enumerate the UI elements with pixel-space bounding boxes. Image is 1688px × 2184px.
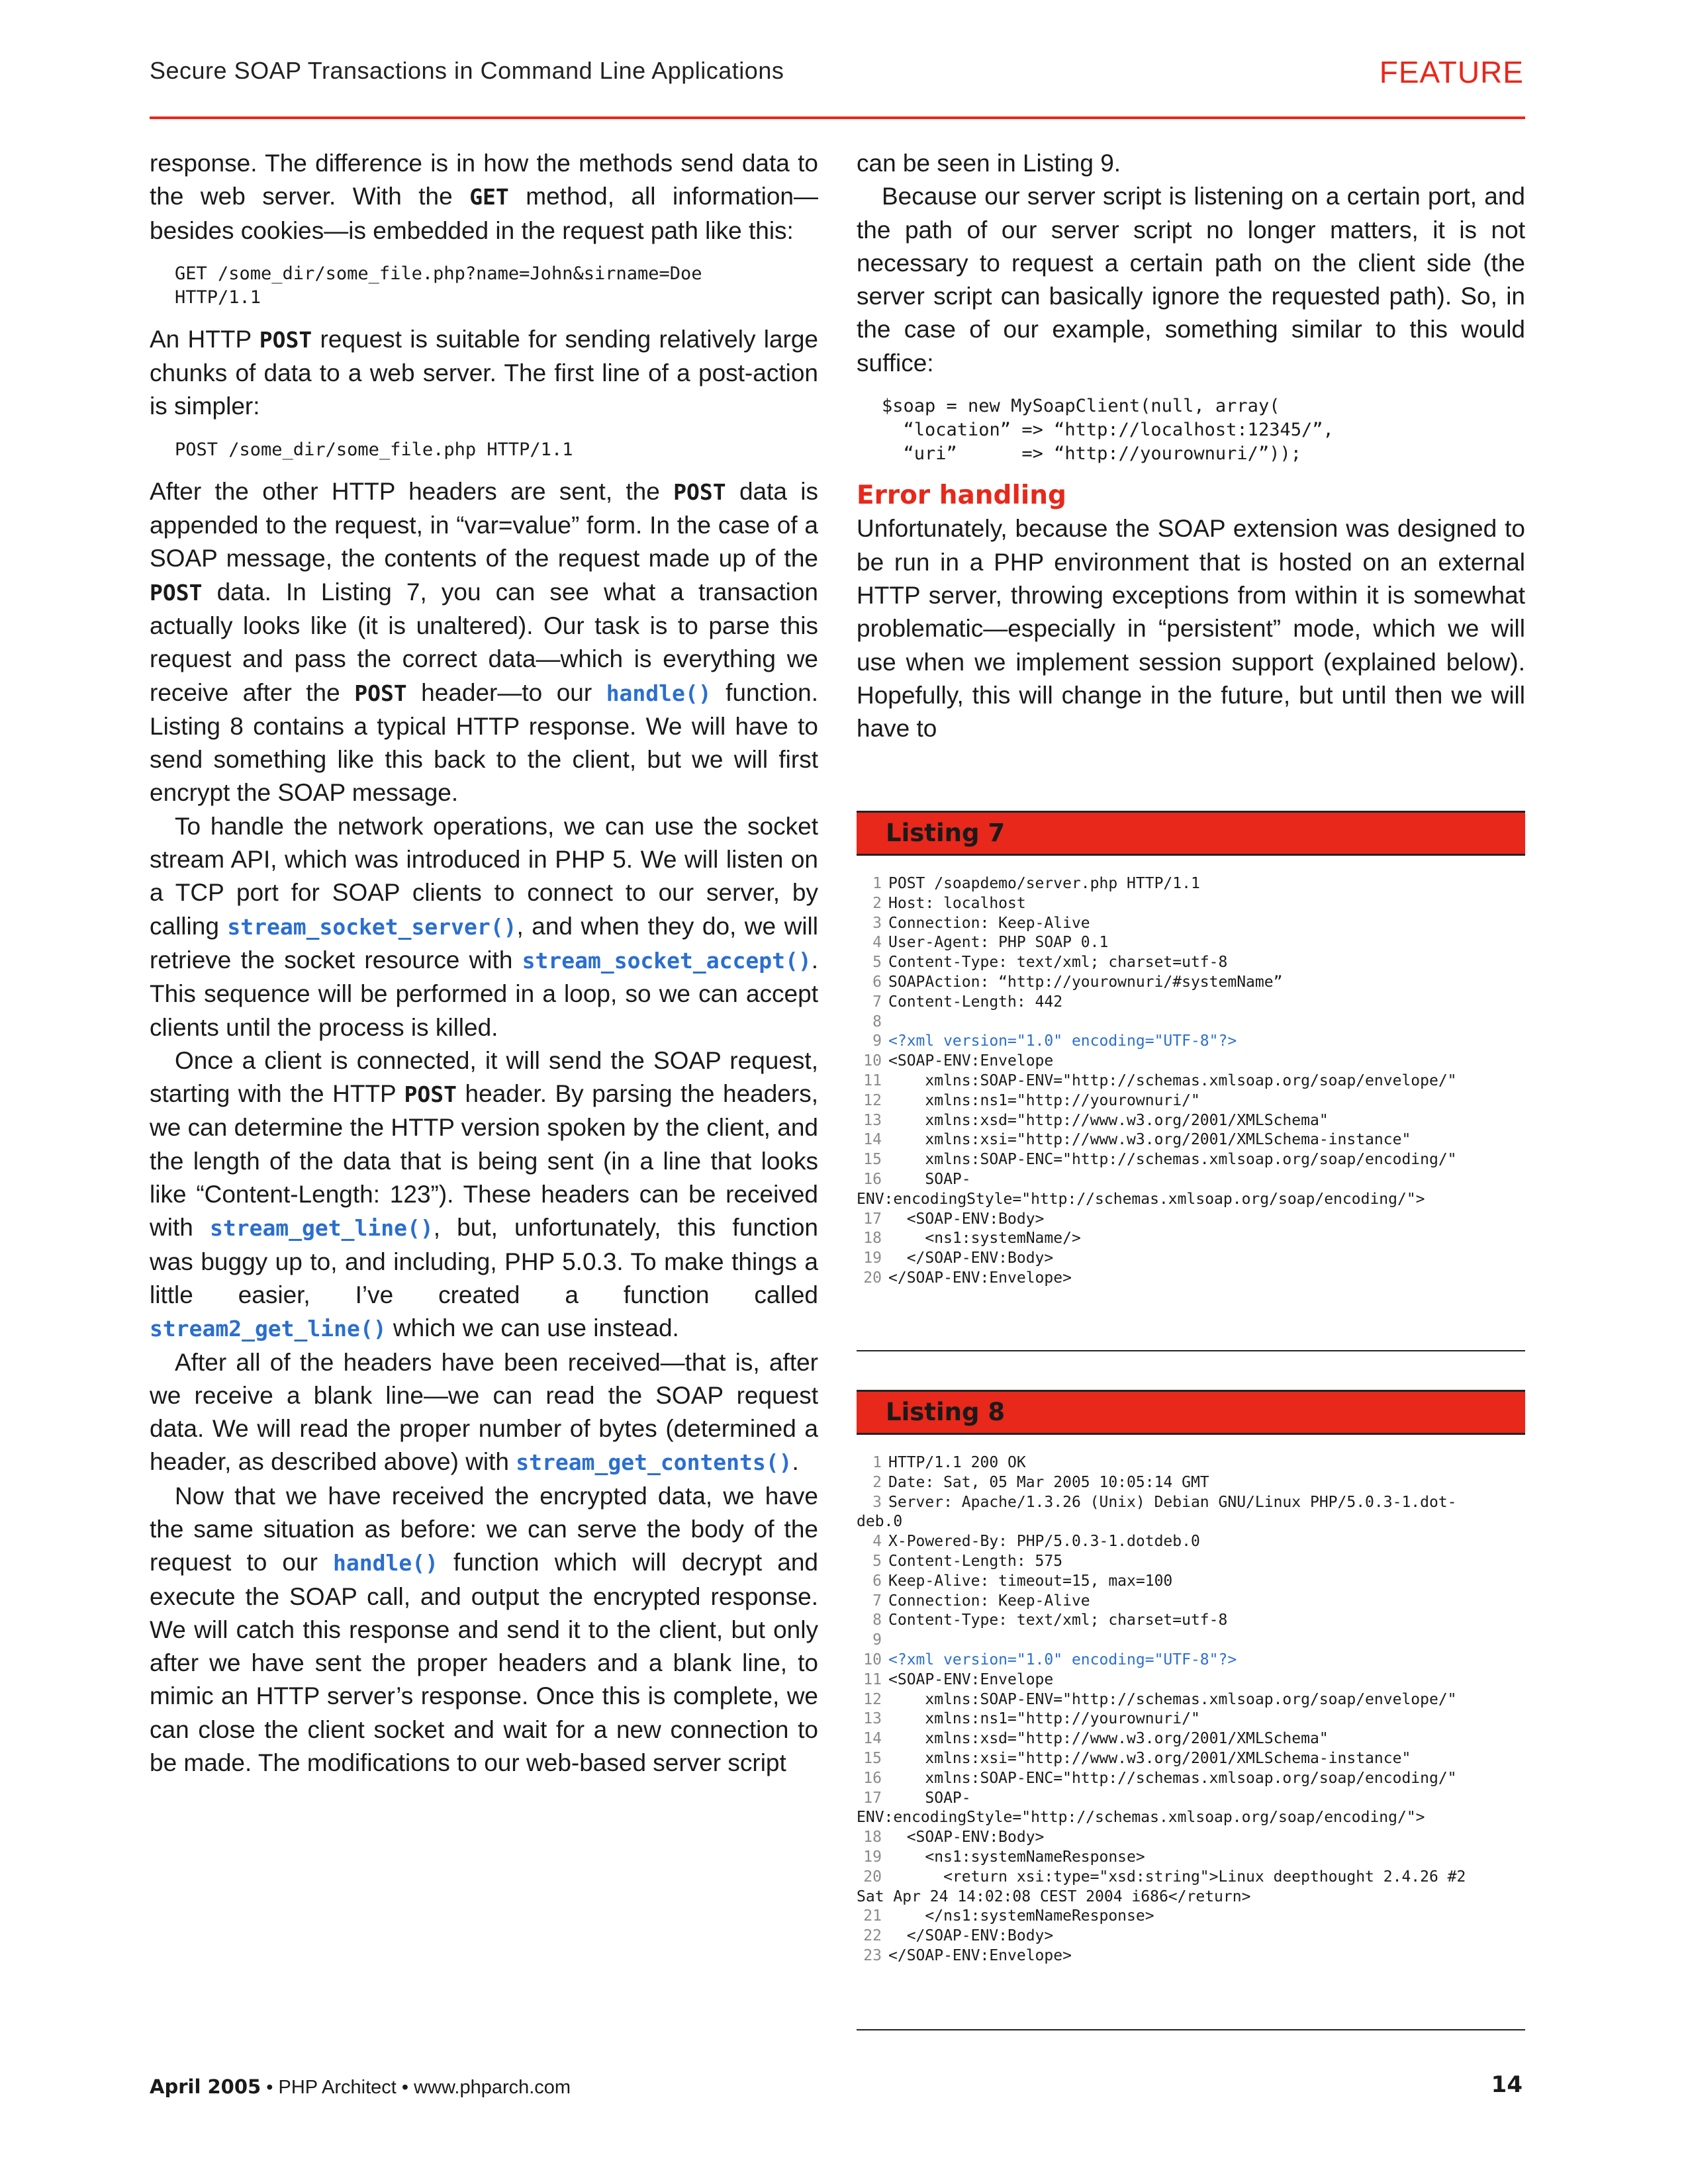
line-number: 17 (863, 1789, 882, 1807)
line-number: 3 (872, 914, 882, 932)
code-text: xmlns:xsi="http://www.w3.org/2001/XMLSchema-instance" (888, 1749, 1411, 1767)
line-number: 1 (872, 875, 882, 892)
line-number: 7 (872, 993, 882, 1011)
function-name: stream_socket_accept() (522, 947, 812, 974)
code-line (857, 953, 1525, 973)
code-text: <ns1:systemNameResponse> (888, 1848, 1145, 1866)
line-number: 20 (863, 1269, 882, 1287)
code-line (857, 1170, 1525, 1190)
line-number: 11 (863, 1071, 882, 1089)
code-line (857, 993, 1525, 1013)
function-name: stream_socket_server() (227, 913, 517, 940)
line-number: 12 (863, 1690, 882, 1708)
code-text: xmlns:SOAP-ENV="http://schemas.xmlsoap.org/soap/envelope/" (888, 1690, 1457, 1708)
code-snippet-get: GET /some_dir/some_file.php?name=John&sirname=Doe HTTP/1.1 (175, 263, 702, 308)
text-run: Now that we have received the encrypted data, we have the same situation as before: we can serve the body of the request to our (150, 1482, 818, 1576)
code-text: HTTP/1.1 200 OK (888, 1454, 1026, 1471)
line-number: 7 (872, 1592, 882, 1610)
text-run: method, all information—besides cookies—is embedded in the request path like this: (150, 183, 818, 244)
code-text: <?xml version="1.0" encoding="UTF-8"?> (888, 1651, 1237, 1668)
footer (150, 2075, 571, 2099)
footer-separator: • (396, 2077, 414, 2098)
line-number: 1 (872, 1454, 882, 1471)
code-text: Content-Length: 575 (888, 1552, 1063, 1570)
code-text: SOAP- (888, 1789, 971, 1807)
paragraph (150, 147, 818, 248)
code-text: </SOAP-ENV:Envelope> (888, 1269, 1072, 1287)
line-number: 10 (863, 1651, 882, 1668)
paragraph: can be seen in Listing 9. (857, 150, 1121, 177)
line-number: 9 (872, 1631, 882, 1649)
line-number: 19 (863, 1848, 882, 1866)
text-run: header. By parsing the headers, we can determine the HTTP version spoken by the client, and the length of the data that is being sent (in a line that looks like “Content-Length: 123”). These headers can be received with (150, 1080, 818, 1242)
code-line (857, 1651, 1525, 1670)
function-name: stream2_get_line() (150, 1316, 387, 1342)
code-line (857, 1611, 1525, 1631)
code-text: xmlns:SOAP-ENC="http://schemas.xmlsoap.org/soap/encoding/" (888, 1769, 1457, 1787)
listing-8 (857, 1390, 1525, 1966)
text-run: Once a client is connected, it will send the SOAP request, starting with the HTTP (150, 1046, 818, 1108)
listing-title: Listing 8 (886, 1398, 1006, 1426)
code-text: X-Powered-By: PHP/5.0.3-1.dotdeb.0 (888, 1533, 1200, 1551)
text-run: An HTTP (150, 325, 259, 353)
text-run: which we can use instead. (386, 1314, 679, 1342)
footer-url: www.phparch.com (414, 2077, 571, 2098)
text-run: function which will decrypt and execute the SOAP call, and output the encrypted response. We will catch this response and send it to the client, but only after we have sent the proper headers and a blank line, to mimic an HTTP server’s response. Once this is complete, we can close the client socket and wait for a new connection to be made. The modifications to our web-based server script (150, 1549, 818, 1777)
code-text: <?xml version="1.0" encoding="UTF-8"?> (888, 1032, 1237, 1050)
line-number: 11 (863, 1670, 882, 1688)
code-line (857, 1130, 1525, 1150)
code-line (857, 1552, 1525, 1572)
text-run: . (792, 1448, 799, 1476)
line-number: 20 (863, 1868, 882, 1886)
listing-bottom-rule (857, 1350, 1525, 1351)
code-text: xmlns:SOAP-ENC="http://schemas.xmlsoap.org/soap/encoding/" (888, 1151, 1457, 1169)
line-number: 3 (872, 1493, 882, 1511)
function-name: handle() (333, 1550, 438, 1576)
code-text: Server: Apache/1.3.26 (Unix) Debian GNU/Linux PHP/5.0.3-1.dot- (888, 1493, 1457, 1511)
code-line (857, 1210, 1525, 1230)
footer-magazine: PHP Architect (278, 2077, 397, 2098)
code-line (857, 1690, 1525, 1710)
code-text: xmlns:SOAP-ENV="http://schemas.xmlsoap.org/soap/envelope/" (888, 1071, 1457, 1089)
code-text: Content-Type: text/xml; charset=utf-8 (888, 1612, 1228, 1629)
code-text: Connection: Keep-Alive (888, 914, 1090, 932)
section-label: FEATURE (1379, 55, 1524, 89)
line-number: 8 (872, 1612, 882, 1629)
line-number: 6 (872, 1572, 882, 1590)
code-line (857, 894, 1525, 914)
code-line-continuation: ENV:encodingStyle="http://schemas.xmlsoap.org/soap/encoding/"> (857, 1190, 1425, 1208)
code-line (857, 1769, 1525, 1789)
code-text: </SOAP-ENV:Body> (888, 1250, 1054, 1267)
code-text: User-Agent: PHP SOAP 0.1 (888, 934, 1109, 952)
line-number: 14 (863, 1131, 882, 1149)
listing-title-bar (857, 813, 1525, 856)
code-text: <SOAP-ENV:Envelope (888, 1670, 1054, 1688)
http-keyword: POST (259, 326, 312, 353)
line-number: 17 (863, 1210, 882, 1228)
header-rule (150, 116, 1525, 119)
line-number: 6 (872, 973, 882, 991)
listing-code (857, 874, 1525, 1289)
code-line (857, 1670, 1525, 1690)
code-line (857, 1493, 1525, 1513)
code-text: xmlns:ns1="http://yourownuri/" (888, 1091, 1200, 1109)
footer-issue: April 2005 (150, 2075, 261, 2098)
code-text: <SOAP-ENV:Body> (888, 1210, 1045, 1228)
code-line (857, 1729, 1525, 1749)
code-line (857, 1269, 1525, 1289)
text-run: , and when they do, we will retrieve the socket resource with (150, 912, 818, 974)
code-line (857, 1907, 1525, 1927)
code-line (857, 1071, 1525, 1091)
line-number: 8 (872, 1013, 882, 1030)
paragraph (150, 1346, 818, 1480)
line-number: 18 (863, 1230, 882, 1248)
code-text: xmlns:xsd="http://www.w3.org/2001/XMLSchema" (888, 1111, 1329, 1129)
code-line (857, 914, 1525, 934)
code-text: <ns1:systemName/> (888, 1230, 1081, 1248)
code-text: Connection: Keep-Alive (888, 1592, 1090, 1610)
http-keyword: POST (404, 1081, 457, 1108)
paragraph (150, 1480, 818, 1780)
line-number: 14 (863, 1730, 882, 1748)
code-line (857, 1927, 1525, 1946)
code-text: <SOAP-ENV:Body> (888, 1829, 1045, 1846)
code-text: SOAPAction: “http://yourownuri/#systemName” (888, 973, 1283, 991)
text-run: To handle the network operations, we can use the socket stream API, which was introduced in PHP 5. We will listen on a TCP port for SOAP clients to connect to our server, by calling (150, 812, 818, 940)
line-number: 13 (863, 1710, 882, 1728)
paragraph (150, 475, 818, 810)
code-text: Date: Sat, 05 Mar 2005 10:05:14 GMT (888, 1473, 1209, 1491)
text-run: data is appended to the request, in “var=value” form. In the case of a SOAP message, the contents of the request made up of the (150, 477, 818, 572)
line-number: 2 (872, 1473, 882, 1491)
code-line (857, 933, 1525, 953)
code-line (857, 1249, 1525, 1269)
listing-code (857, 1453, 1525, 1966)
listing-bottom-rule (857, 2029, 1525, 2030)
code-text: Content-Length: 442 (888, 993, 1063, 1011)
code-line (857, 1453, 1525, 1473)
text-run: request is suitable for sending relatively large chunks of data to a web server. The first line of a post-action is simpler: (150, 325, 819, 420)
code-line (857, 1709, 1525, 1729)
line-number: 19 (863, 1250, 882, 1267)
code-line (857, 874, 1525, 894)
line-number: 10 (863, 1052, 882, 1070)
code-text: Host: localhost (888, 894, 1026, 912)
line-number: 18 (863, 1829, 882, 1846)
code-snippet-soapclient: $soap = new MySoapClient(null, array( “location” => “http://localhost:12345/”, “uri” => “http://yourownuri/”)); (882, 396, 1334, 465)
line-number: 2 (872, 894, 882, 912)
function-name: stream_get_contents() (516, 1449, 792, 1476)
line-number: 4 (872, 1533, 882, 1551)
line-number: 12 (863, 1091, 882, 1109)
http-keyword: POST (673, 478, 726, 505)
line-number: 21 (863, 1907, 882, 1925)
paragraph: Unfortunately, because the SOAP extension was designed to be run in a PHP environment that is hosted on an external HTTP server, throwing exceptions from within it is somewhat problematic—especially in “persistent” mode, which we will use when we implement session support (explained below). Hopefully, this will change in the future, but until then we will have to (857, 515, 1525, 743)
code-text: xmlns:xsd="http://www.w3.org/2001/XMLSchema" (888, 1730, 1329, 1748)
code-line (857, 1532, 1525, 1552)
listing-title-bar (857, 1392, 1525, 1435)
line-number: 9 (872, 1032, 882, 1050)
line-number: 4 (872, 934, 882, 952)
code-line (857, 1946, 1525, 1966)
page-number: 14 (1491, 2071, 1523, 2098)
line-number: 22 (863, 1927, 882, 1945)
section-heading: Error handling (857, 480, 1066, 511)
code-text: <return xsi:type="xsd:string">Linux deepthought 2.4.26 #2 (888, 1868, 1466, 1886)
paragraph (150, 1044, 818, 1346)
right-column (857, 147, 1525, 745)
code-line (857, 1868, 1525, 1888)
code-line (857, 1032, 1525, 1052)
code-line-continuation: deb.0 (857, 1513, 903, 1531)
code-text: Content-Type: text/xml; charset=utf-8 (888, 954, 1228, 972)
code-text: xmlns:xsi="http://www.w3.org/2001/XMLSchema-instance" (888, 1131, 1411, 1149)
code-text: POST /soapdemo/server.php HTTP/1.1 (888, 875, 1200, 892)
text-run: function. Listing 8 contains a typical HTTP response. We will have to send something like this back to the client, but we will first encrypt the SOAP message. (150, 678, 818, 807)
code-line-continuation: ENV:encodingStyle="http://schemas.xmlsoap.org/soap/encoding/"> (857, 1809, 1425, 1827)
left-column (150, 147, 818, 1780)
code-text: SOAP- (888, 1170, 971, 1188)
line-number: 13 (863, 1111, 882, 1129)
paragraph (150, 810, 818, 1044)
line-number: 16 (863, 1170, 882, 1188)
code-line (857, 1592, 1525, 1612)
http-keyword: GET (469, 184, 509, 210)
listing-7 (857, 811, 1525, 1289)
line-number: 15 (863, 1749, 882, 1767)
code-line (857, 1473, 1525, 1493)
code-text: <SOAP-ENV:Envelope (888, 1052, 1054, 1070)
code-line (857, 1828, 1525, 1848)
line-number: 15 (863, 1151, 882, 1169)
code-line (857, 1848, 1525, 1868)
code-snippet-post: POST /some_dir/some_file.php HTTP/1.1 (175, 439, 573, 460)
code-text: </SOAP-ENV:Body> (888, 1927, 1054, 1945)
http-keyword: POST (354, 680, 407, 706)
text-run: After the other HTTP headers are sent, the (150, 477, 674, 505)
text-run: header—to our (406, 678, 606, 706)
text-run: , but, unfortunately, this function was buggy up to, and including, PHP 5.0.3. To make things a little easier, I’ve created a function called (150, 1214, 818, 1308)
paragraph: Because our server script is listening on a certain port, and the path of our server script no longer matters, it is not necessary to request a certain path on the client side (the server script can basically ignore the requested path). So, in the case of our example, something similar to this would suffice: (857, 183, 1525, 377)
code-line (857, 1572, 1525, 1592)
code-text: xmlns:ns1="http://yourownuri/" (888, 1710, 1200, 1728)
code-line (857, 1789, 1525, 1809)
http-keyword: POST (150, 579, 203, 606)
text-run: response. The difference is in how the methods send data to the web server. With the (150, 150, 818, 210)
code-line (857, 973, 1525, 993)
running-header-title: Secure SOAP Transactions in Command Line Applications (150, 57, 784, 84)
text-run: data. In Listing 7, you can see what a transaction actually looks like (it is unaltered). Our task is to parse this request and pass the correct data—which is everything we receive after the (150, 578, 818, 706)
code-line (857, 1111, 1525, 1131)
listing-title: Listing 7 (886, 819, 1006, 847)
code-line (857, 1229, 1525, 1249)
footer-separator: • (261, 2077, 279, 2098)
function-name: stream_get_line() (209, 1215, 434, 1242)
paragraph (150, 323, 818, 424)
code-line (857, 1013, 1525, 1032)
code-line (857, 1052, 1525, 1071)
line-number: 16 (863, 1769, 882, 1787)
code-line-continuation: Sat Apr 24 14:02:08 CEST 2004 i686</return> (857, 1888, 1251, 1905)
code-text: </SOAP-ENV:Envelope> (888, 1946, 1072, 1964)
line-number: 5 (872, 954, 882, 972)
code-line (857, 1150, 1525, 1170)
code-line (857, 1091, 1525, 1111)
function-name: handle() (606, 680, 712, 706)
code-line (857, 1631, 1525, 1651)
code-text: Keep-Alive: timeout=15, max=100 (888, 1572, 1173, 1590)
line-number: 5 (872, 1552, 882, 1570)
code-line (857, 1749, 1525, 1769)
text-run: After all of the headers have been received—that is, after we receive a blank line—we can read the SOAP request data. We will read the proper number of bytes (determined a header, as described above) with (150, 1348, 818, 1476)
text-run: . This sequence will be performed in a loop, so we can accept clients until the process is killed. (150, 946, 818, 1041)
code-text: </ns1:systemNameResponse> (888, 1907, 1154, 1925)
line-number: 23 (863, 1946, 882, 1964)
